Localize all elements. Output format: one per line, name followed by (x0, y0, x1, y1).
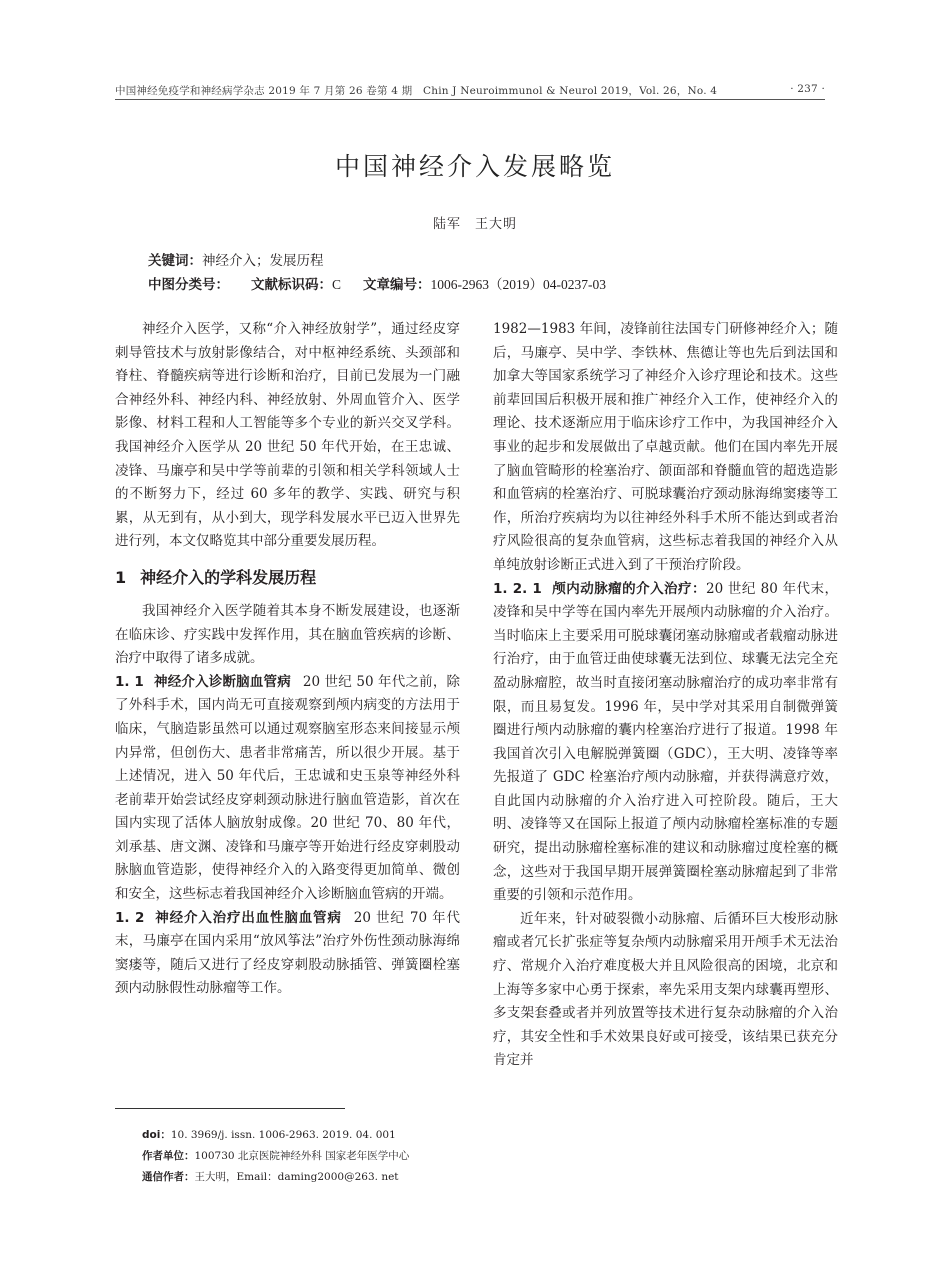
article-title: 中国神经介入发展略览 (334, 152, 615, 181)
footnotes (142, 1125, 472, 1188)
section-1-2-title: 神经介入治疗出血性脑血管病 (154, 909, 342, 926)
doccode-value: C (332, 277, 342, 292)
affiliation-value: 100730 北京医院神经外科 国家老年医学中心 (194, 1150, 410, 1162)
journal-citation: 中国神经免疫学和神经病学杂志 2019 年 7 月第 26 卷第 4 期 Chin J Neuroimmunol & Neurol 2019，Vol. 26，No. 4 (115, 85, 718, 97)
header-rule (115, 99, 825, 100)
section-1-paragraph: 我国神经介入医学随着其本身不断发展建设，也逐渐在临床诊、疗实践中发挥作用，其在脑血管疾病的诊断、治疗中取得了诸多成就。 (115, 602, 460, 667)
section-1-1-number: 1. 1 (115, 673, 144, 690)
article-authors: 陆军 王大明 (432, 217, 517, 232)
articleno-value: 1006-2963（2019）04-0237-03 (430, 277, 607, 292)
clc-label: 中图分类号： (148, 277, 229, 293)
doccode-label: 文献标识码： (251, 277, 332, 293)
section-1-1-text: 20 世纪 50 年代之前，除了外科手术，国内尚无可直接观察到颅内病变的方法用于临床，气脑造影虽然可以通过观察脑室形态来间接显示颅内异常，但创伤大、患者非常痛苦，所以很少开展。基于上述情况，进入 50 年代后，王忠诚和史玉泉等神经外科老前辈开始尝试经皮穿刺颈动脉进行脑血管造影，首次在国内实现了活体人脑放射成像。20 世纪 70、80 年代，刘承基、唐文渊、凌锋和马廉亭等开始进行经皮穿刺股动脉脑血管造影，使得神经介入的入路变得更加简单、微创和安全，这些标志着我国神经介入诊断脑血管病的开端。 (115, 673, 461, 903)
keywords-line (148, 249, 848, 269)
classification-line (148, 273, 848, 293)
section-1-2-1-heading (493, 581, 706, 597)
section-1-2-1-paragraph (493, 578, 838, 908)
section-1-1-heading (115, 674, 291, 690)
section-1-2-1-title: 颅内动脉瘤的介入治疗： (551, 580, 706, 597)
section-1-number: 1 (115, 567, 127, 587)
section-1-2-1-number: 1. 2. 1 (493, 580, 542, 597)
articleno-label: 文章编号： (363, 277, 431, 293)
left-column (115, 318, 460, 1001)
doi-value: 10. 3969/j. issn. 1006-2963. 2019. 04. 001 (170, 1129, 396, 1141)
intro-paragraph: 神经介入医学，又称“介入神经放射学”，通过经皮穿刺导管技术与放射影像结合，对中枢神经系统、头颈部和脊柱、脊髓疾病等进行诊断和治疗，目前已发展为一门融合神经外科、神经内科、神经放射、外周血管介入、医学影像、材料工程和人工智能等多个专业的新兴交叉学科。我国神经介入医学从 20 世纪 50 年代开始，在王忠诚、凌锋、马廉亭和吴中学等前辈的引领和相关学科领域人士的不断努力下，经过 60 多年的教学、实践、研究与积累，从无到有，从小到大，现学科发展水平已迈入世界先进行列，本文仅略览其中部分重要发展历程。 (115, 321, 460, 550)
keywords-label: 关键词： (148, 253, 202, 269)
right-paragraph-3: 近年来，针对破裂微小动脉瘤、后循环巨大梭形动脉瘤或者冗长扩张症等复杂颅内动脉瘤采用开颅手术无法治疗、常规介入治疗难度极大并且风险很高的困境，北京和上海等多家中心勇于探索，率先采用支架内球囊再塑形、多支架套叠或者并列放置等技术进行复杂动脉瘤的介入治疗，其安全性和手术效果良好或可接受，该结果已获充分肯定并 (493, 910, 838, 1069)
affiliation-label: 作者单位： (142, 1150, 195, 1162)
keywords-value: 神经介入；发展历程 (202, 253, 324, 269)
doi-label: doi： (142, 1129, 171, 1141)
section-1-heading (115, 566, 460, 590)
section-1-1-title: 神经介入诊断脑血管病 (153, 673, 291, 690)
footnote-rule (115, 1108, 345, 1109)
doi-line (142, 1125, 472, 1146)
section-1-2-paragraph (115, 907, 460, 1001)
section-1-title: 神经介入的学科发展历程 (140, 567, 317, 587)
section-1-2-number: 1. 2 (115, 909, 145, 926)
affiliation-line (142, 1146, 472, 1167)
right-paragraph-1: 1982—1983 年间，凌锋前往法国专门研修神经介入；随后，马廉亭、吴中学、李铁林、焦德让等也先后到法国和加拿大等国家系统学习了神经介入诊疗理论和技术。这些前辈回国后积极开展和推广神经介入工作，使神经介入的理论、技术逐渐应用于临床诊疗工作中，为我国神经介入事业的起步和发展做出了卓越贡献。他们在国内率先开展了脑血管畸形的栓塞治疗、颌面部和脊髓血管的超选造影和血管病的栓塞治疗、可脱球囊治疗颈动脉海绵窦瘘等工作，所治疗疾病均为以往神经外科手术所不能达到或者治疗风险很高的复杂血管病，这些标志着我国的神经介入从单纯放射诊断正式进入到了干预治疗阶段。 (493, 321, 838, 573)
section-1-2-1-text: 20 世纪 80 年代末，凌锋和吴中学等在国内率先开展颅内动脉瘤的介入治疗。当时临床上主要采用可脱球囊闭塞动脉瘤或者载瘤动脉进行治疗，由于血管迂曲使球囊无法到位、球囊无法完全充盈动脉瘤腔，故当时直接闭塞动脉瘤治疗的成功率非常有限，而且易复发。1996 年，吴中学对其采用自制微弹簧圈进行颅内动脉瘤的囊内栓塞治疗进行了报道。1998 年我国首次引入电解脱弹簧圈（GDC），王大明、凌锋等率先报道了 GDC 栓塞治疗颅内动脉瘤，并获得满意疗效，自此国内动脉瘤的介入治疗进入可控阶段。随后，王大明、凌锋等又在国际上报道了颅内动脉瘤栓塞标准的专题研究，提出动脉瘤栓塞标准的建议和动脉瘤过度栓塞的概念，这些对于我国早期开展弹簧圈栓塞动脉瘤起到了非常重要的引领和示范作用。 (493, 580, 839, 904)
section-1-2-text: 20 世纪 70 年代末，马廉亭在国内采用“放风筝法”治疗外伤性颈动脉海绵窦瘘等，随后又进行了经皮穿刺股动脉插管、弹簧圈栓塞颈内动脉假性动脉瘤等工作。 (115, 909, 461, 997)
corresponding-line (142, 1167, 472, 1188)
page-number: · 237 · (790, 83, 825, 95)
corresponding-label: 通信作者： (142, 1171, 195, 1183)
section-1-1-paragraph (115, 671, 460, 907)
section-1-2-heading (115, 910, 342, 926)
corresponding-value: 王大明，Email：daming2000@263. net (194, 1171, 399, 1183)
right-column (493, 318, 838, 1073)
